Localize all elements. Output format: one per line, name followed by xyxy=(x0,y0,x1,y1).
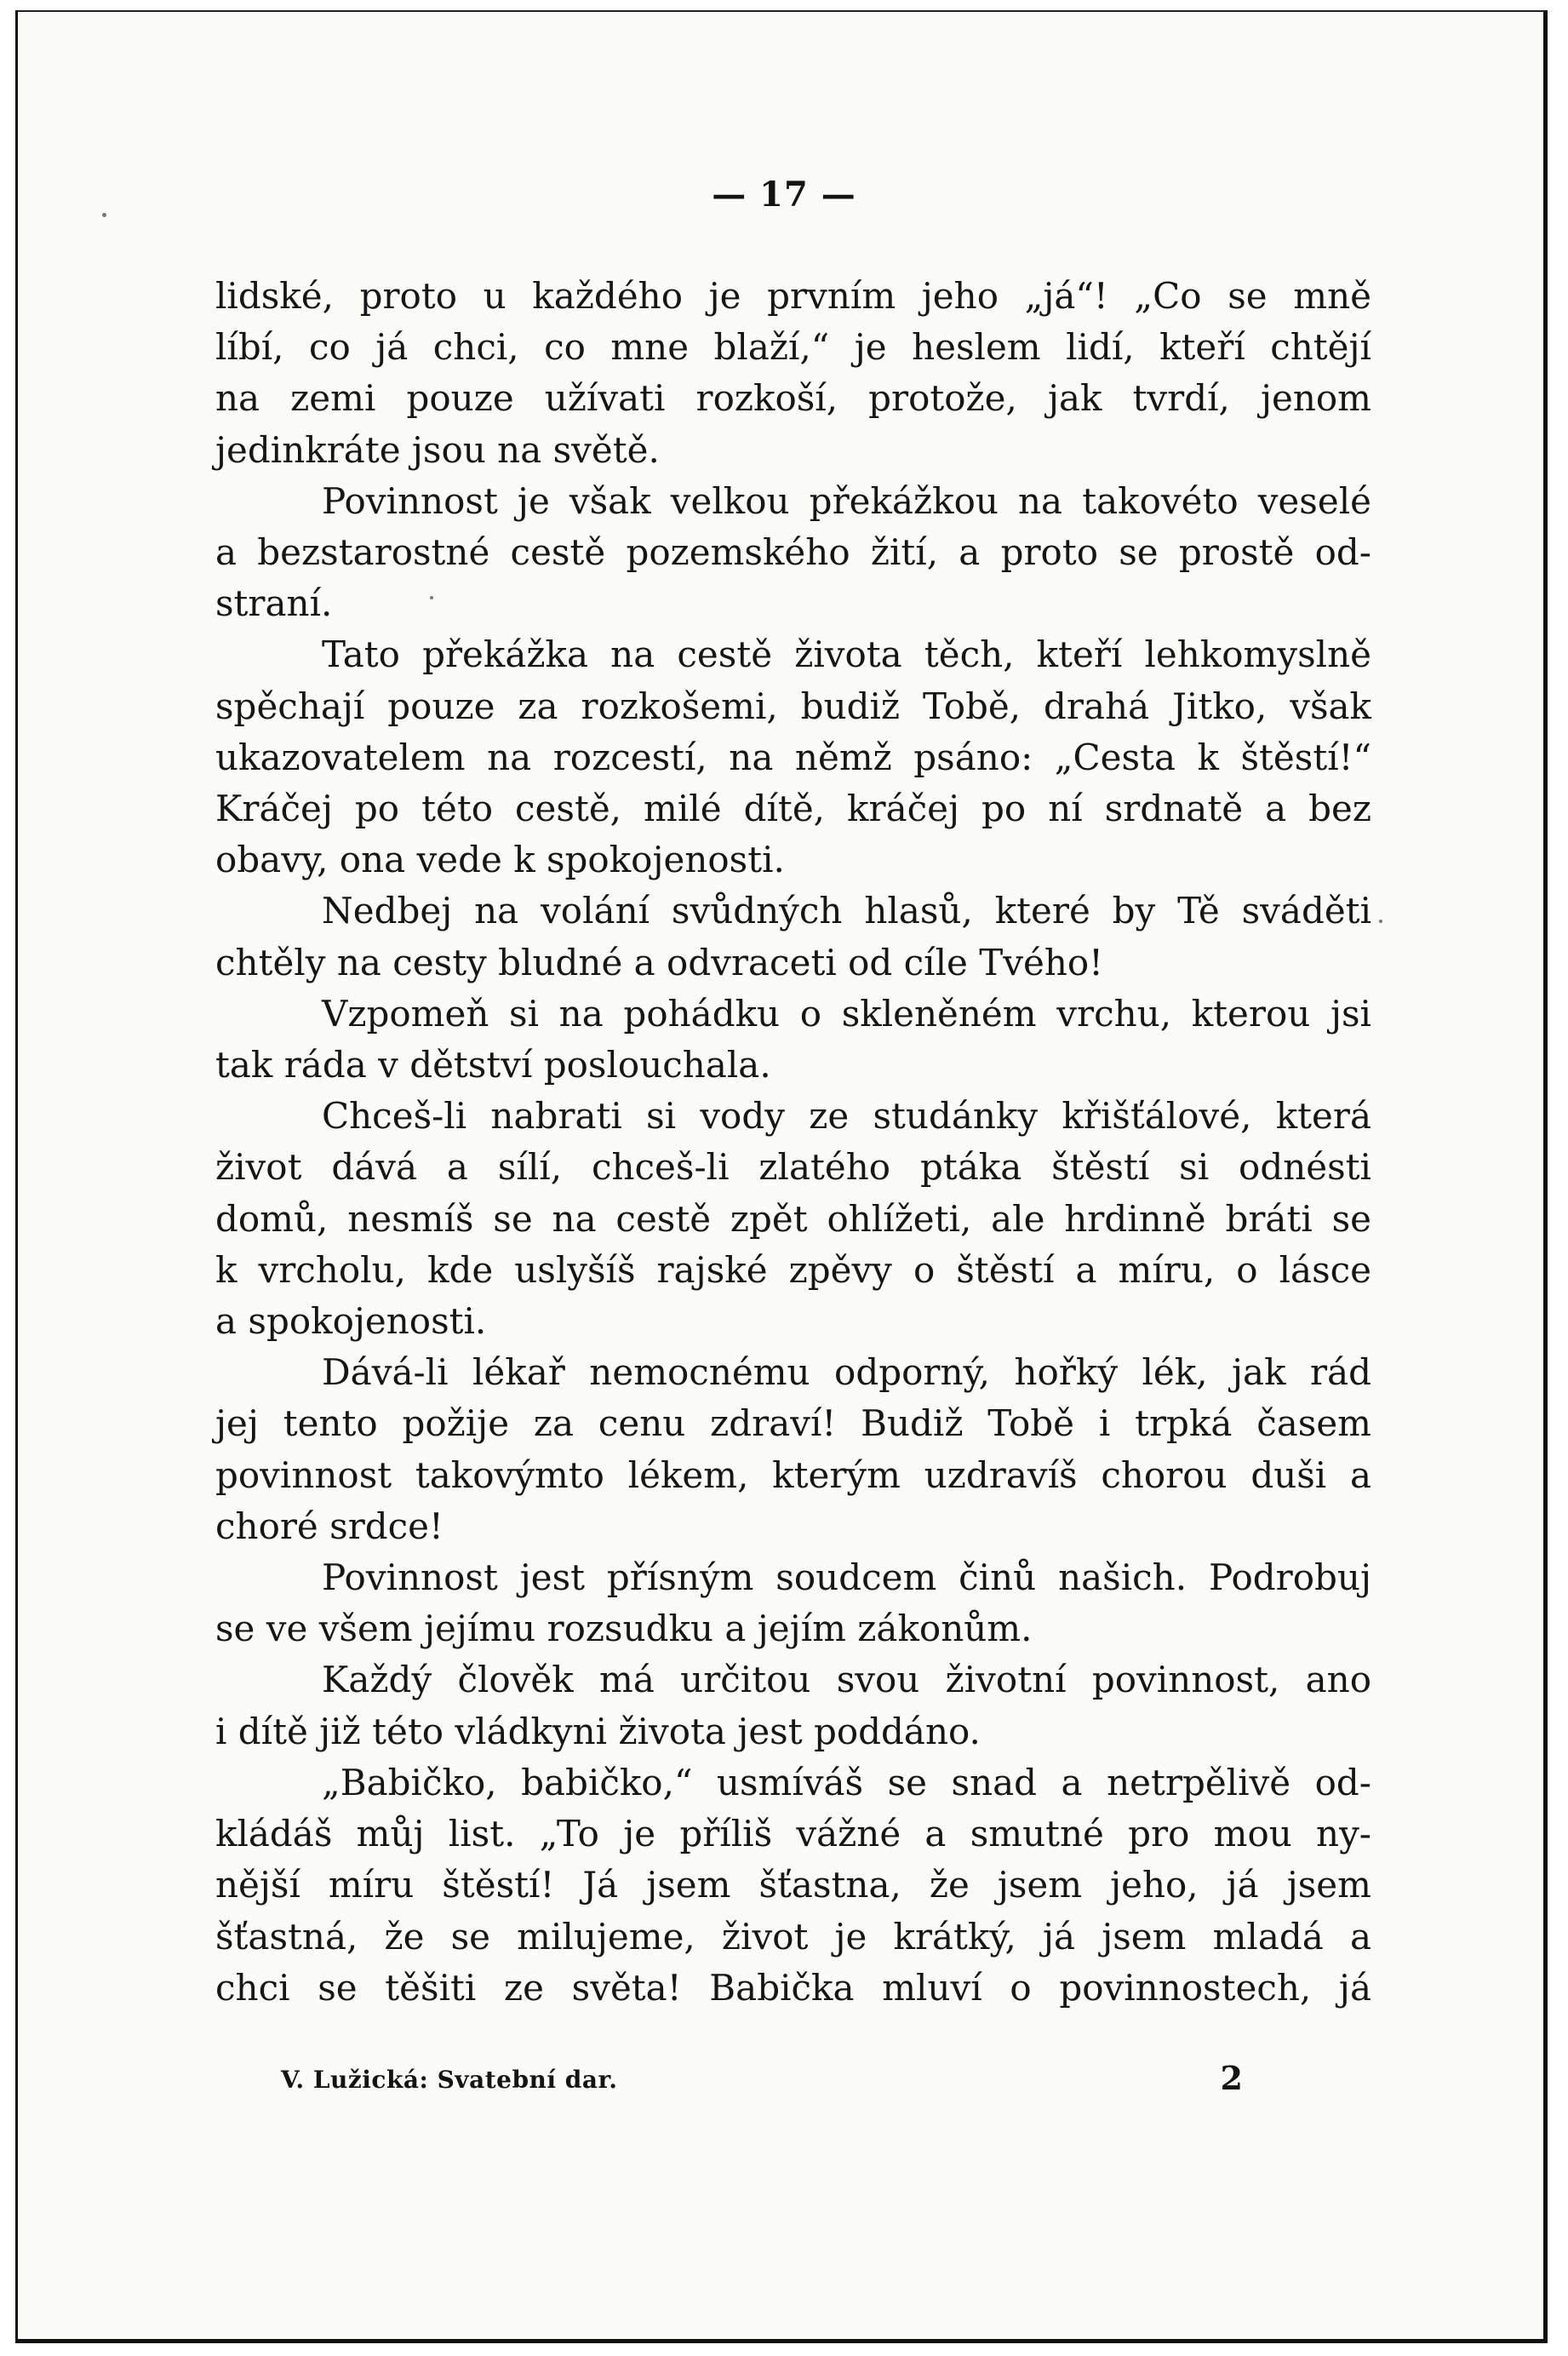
text-line: obavy, ona vede k spokojenosti. xyxy=(215,839,785,881)
footer-signature: V. Lužická: Svatební dar. xyxy=(281,2066,618,2094)
text-line: na zemi pouze užívati rozkoší, protože, jak tvrdí, jenom xyxy=(215,377,1371,420)
text-line: k vrcholu, kde uslyšíš rajské zpěvy o štěstí a míru, o lásce xyxy=(215,1248,1371,1291)
text-line: „Babičko, babičko,“ usmíváš se snad a netrpělivě od- xyxy=(322,1761,1371,1803)
text-line: Vzpomeň si na pohádku o skleněném vrchu, kterou jsi xyxy=(322,992,1371,1035)
scan-speck xyxy=(102,213,106,217)
text-line: choré srdce! xyxy=(215,1505,444,1547)
text-line: Kráčej po této cestě, milé dítě, kráčej po ní srdnatě a bez xyxy=(215,788,1371,830)
text-line: a bezstarostné cestě pozemského žití, a proto se prostě od- xyxy=(215,531,1371,574)
text-line: spěchají pouze za rozkošemi, budiž Tobě, drahá Jitko, však xyxy=(215,685,1371,727)
text-line: tak ráda v dětství poslouchala. xyxy=(215,1044,771,1086)
text-line: straní. xyxy=(215,582,333,625)
text-line: Povinnost jest přísným soudcem činů našich. Podrobuj xyxy=(322,1556,1371,1599)
text-line: Dává-li lékař nemocnému odporný, hořký lék, jak rád xyxy=(322,1351,1371,1394)
text-line: jedinkráte jsou na světě. xyxy=(215,428,660,471)
text-line: život dává a sílí, chceš-li zlatého ptáka štěstí si odnésti xyxy=(215,1146,1371,1189)
page-number: — 17 — xyxy=(712,175,856,215)
text-line: povinnost takovýmto lékem, kterým uzdravíš chorou duši a xyxy=(215,1453,1371,1496)
text-line: Chceš-li nabrati si vody ze studánky křišťálové, která xyxy=(322,1095,1371,1138)
scan-speck xyxy=(1379,920,1382,923)
text-line: nější míru štěstí! Já jsem šťastna, že jsem jeho, já jsem xyxy=(215,1864,1371,1906)
text-line: i dítě již této vládkyni života jest poddáno. xyxy=(215,1710,981,1752)
text-line: chci se těšiti ze světa! Babička mluví o povinnostech, já xyxy=(215,1966,1371,2009)
scan-speck xyxy=(430,596,433,599)
text-line: šťastná, že se milujeme, život je krátký, já jsem mladá a xyxy=(215,1915,1371,1958)
text-line: Každý člověk má určitou svou životní povinnost, ano xyxy=(322,1659,1371,1701)
text-line: kládáš můj list. „To je příliš vážné a smutné pro mou ny- xyxy=(215,1813,1371,1855)
text-line: Povinnost je však velkou překážkou na takovéto veselé xyxy=(322,479,1371,522)
body-text xyxy=(215,271,1371,2014)
text-line: Nedbej na volání svůdných hlasů, které by Tě sváděti xyxy=(322,890,1371,932)
text-line: a spokojenosti. xyxy=(215,1300,487,1343)
text-line: se ve všem jejímu rozsudku a jejím zákonům. xyxy=(215,1608,1033,1650)
text-line: chtěly na cesty bludné a odvraceti od cíle Tvého! xyxy=(215,941,1104,983)
text-line: líbí, co já chci, co mne blaží,“ je heslem lidí, kteří chtějí xyxy=(215,326,1371,369)
text-line: Tato překážka na cestě života těch, kteří lehkomyslně xyxy=(322,633,1371,676)
text-line: domů, nesmíš se na cestě zpět ohlížeti, ale hrdinně bráti se xyxy=(215,1197,1371,1240)
text-line: ukazovatelem na rozcestí, na němž psáno: „Cesta k štěstí!“ xyxy=(215,736,1371,778)
text-line: lidské, proto u každého je prvním jeho „já“! „Co se mně xyxy=(215,275,1371,317)
text-line: jej tento požije za cenu zdraví! Budiž Tobě i trpká časem xyxy=(215,1402,1371,1445)
sheet-number: 2 xyxy=(1220,2059,1243,2097)
